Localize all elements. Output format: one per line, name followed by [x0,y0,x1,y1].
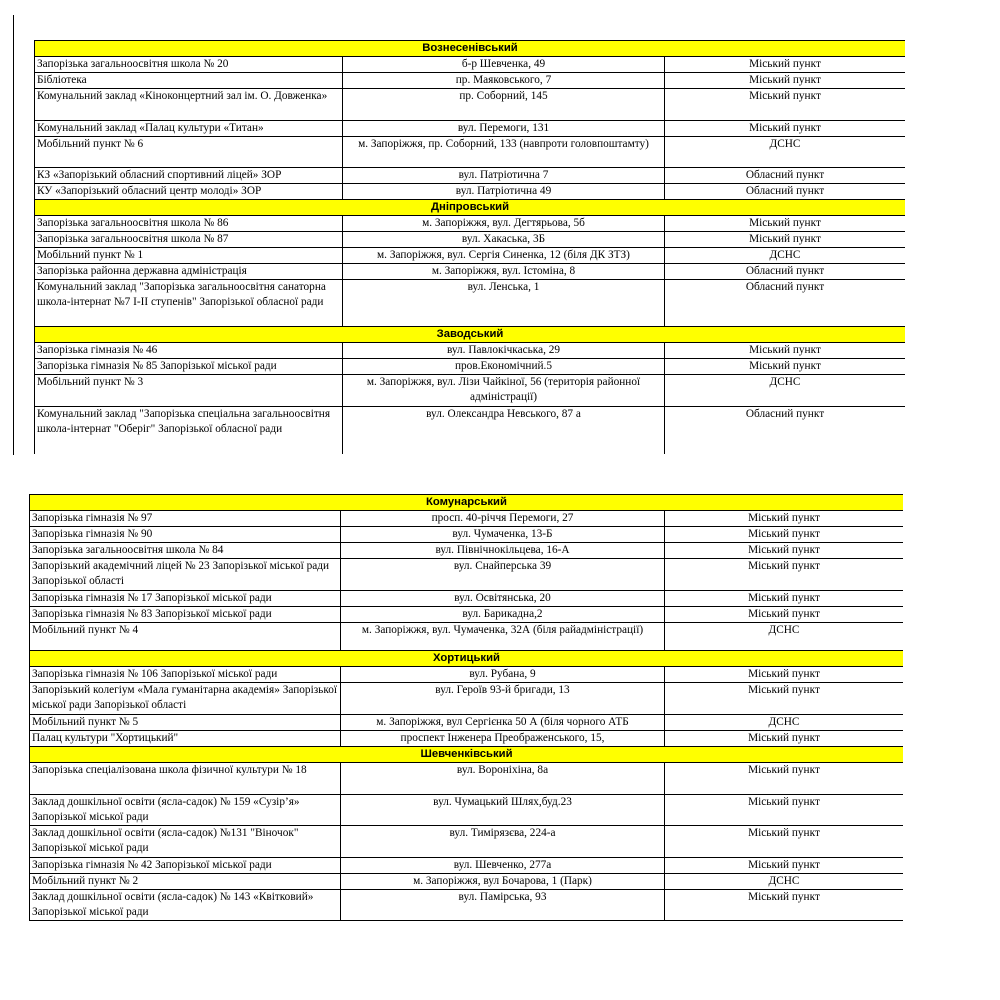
table-row [30,511,904,527]
address-cell: пров.Економічний.5 [343,359,665,375]
point-type-cell: Міський пункт [665,57,906,73]
address-cell: пр. Маяковського, 7 [343,73,665,89]
point-type-cell: Обласний пункт [665,407,906,455]
table-row [30,874,904,890]
institution-name-cell: Запорізька районна державна адміністрація [35,264,343,280]
section-header-row [30,651,904,667]
district-header: Шевченківський [30,747,904,763]
point-type-cell: Міський пункт [665,232,906,248]
address-cell: м. Запоріжжя, вул Сергієнка 50 А (біля чорного АТБ [341,715,665,731]
address-cell: вул. Перемоги, 131 [343,121,665,137]
address-cell: вул. Тимірязєва, 224-а [341,826,665,858]
institution-name-cell: Запорізька гімназія № 46 [35,343,343,359]
table-row [30,826,904,858]
table-row [35,359,906,375]
address-cell: вул. Чумацький Шлях,буд.23 [341,795,665,826]
institution-name-cell: Запорізька загальноосвітня школа № 20 [35,57,343,73]
table-row [35,121,906,137]
institution-name-cell: Мобільний пункт № 1 [35,248,343,264]
address-cell: м. Запоріжжя, вул. Істоміна, 8 [343,264,665,280]
polling-points-table-1 [34,40,905,454]
table-row [35,280,906,327]
point-type-cell: Міський пункт [665,795,904,826]
point-type-cell: Міський пункт [665,890,904,921]
address-cell: м. Запоріжжя, вул. Чумаченка, 32А (біля райадміністрації) [341,623,665,651]
table-row [30,559,904,591]
point-type-cell: Міський пункт [665,73,906,89]
address-cell: вул. Снайперська 39 [341,559,665,591]
address-cell: вул. Вороніхіна, 8а [341,763,665,795]
point-type-cell: Обласний пункт [665,168,906,184]
district-header: Заводський [35,327,906,343]
point-type-cell: ДСНС [665,874,904,890]
institution-name-cell: Комунальний заклад "Запорізька спеціальна загальноосвітня школа-інтернат "Оберіг" Запорізької обласної ради [35,407,343,455]
table-row [30,683,904,715]
point-type-cell: Обласний пункт [665,280,906,327]
table-row [35,264,906,280]
table-row [35,89,906,121]
point-type-cell: Обласний пункт [665,184,906,200]
table-row [35,375,906,407]
table-row [30,667,904,683]
institution-name-cell: Запорізька гімназія № 83 Запорізької міської ради [30,607,341,623]
address-cell: б-р Шевченка, 49 [343,57,665,73]
address-cell: вул. Олександра Невського, 87 а [343,407,665,455]
institution-name-cell: Комунальний заклад «Кіноконцертний зал ім. О. Довженка» [35,89,343,121]
address-cell: м. Запоріжжя, вул Бочарова, 1 (Парк) [341,874,665,890]
district-header: Комунарський [30,495,904,511]
table-row [30,715,904,731]
section-header-row [30,747,904,763]
address-cell: вул. Шевченко, 277а [341,858,665,874]
institution-name-cell: Запорізька загальноосвітня школа № 84 [30,543,341,559]
point-type-cell: Міський пункт [665,543,904,559]
address-cell: м. Запоріжжя, пр. Соборний, 133 (навпроти головпоштамту) [343,137,665,168]
institution-name-cell: Запорізький академічний ліцей № 23 Запорізької міської ради Запорізької області [30,559,341,591]
address-cell: вул. Павлокічкаська, 29 [343,343,665,359]
table-row [35,73,906,89]
table-row [35,184,906,200]
institution-name-cell: КЗ «Запорізький обласний спортивний ліцей» ЗОР [35,168,343,184]
table-row [30,607,904,623]
point-type-cell: ДСНС [665,715,904,731]
table-row [35,343,906,359]
address-cell: м. Запоріжжя, вул. Лізи Чайкіної, 56 (територія районної адміністрації) [343,375,665,407]
point-type-cell: Міський пункт [665,343,906,359]
address-cell: вул. Барикадна,2 [341,607,665,623]
institution-name-cell: Запорізька гімназія № 90 [30,527,341,543]
table-row [35,168,906,184]
district-header: Вознесенівський [35,41,906,57]
point-type-cell: Міський пункт [665,559,904,591]
table-row [30,623,904,651]
institution-name-cell: Мобільний пункт № 4 [30,623,341,651]
institution-name-cell: Заклад дошкільної освіти (ясла-садок) № 143 «Квітковий» Запорізької міської ради [30,890,341,921]
institution-name-cell: Запорізька гімназія № 85 Запорізької міської ради [35,359,343,375]
section-header-row [35,200,906,216]
institution-name-cell: Запорізька гімназія № 97 [30,511,341,527]
address-cell: вул. Героїв 93-й бригади, 13 [341,683,665,715]
section-header-row [35,327,906,343]
table-row [30,543,904,559]
table-row [30,763,904,795]
point-type-cell: Міський пункт [665,359,906,375]
table-row [30,795,904,826]
table-row [35,248,906,264]
point-type-cell: Міський пункт [665,607,904,623]
address-cell: вул. Патріотична 7 [343,168,665,184]
address-cell: вул. Памірська, 93 [341,890,665,921]
institution-name-cell: Палац культури "Хортицький" [30,731,341,747]
point-type-cell: Міський пункт [665,763,904,795]
table-row [30,890,904,921]
document-page-1 [34,40,905,454]
table-row [35,232,906,248]
page-margin-line [13,15,14,455]
point-type-cell: Міський пункт [665,591,904,607]
address-cell: проспект Інженера Преображенського, 15, [341,731,665,747]
document-page-2 [29,494,903,926]
point-type-cell: Міський пункт [665,667,904,683]
address-cell: просп. 40-річчя Перемоги, 27 [341,511,665,527]
district-header: Дніпровський [35,200,906,216]
section-header-row [30,495,904,511]
institution-name-cell: Мобільний пункт № 6 [35,137,343,168]
institution-name-cell: Заклад дошкільної освіти (ясла-садок) № 159 «Сузір’я» Запорізької міської ради [30,795,341,826]
institution-name-cell: КУ «Запорізький обласний центр молоді» ЗОР [35,184,343,200]
table-row [30,731,904,747]
address-cell: вул. Північнокільцева, 16-А [341,543,665,559]
institution-name-cell: Запорізька спеціалізована школа фізичної культури № 18 [30,763,341,795]
table-row [35,57,906,73]
address-cell: вул. Хакаська, 3Б [343,232,665,248]
address-cell: вул. Патріотична 49 [343,184,665,200]
address-cell: вул. Чумаченка, 13-Б [341,527,665,543]
table-row [30,858,904,874]
institution-name-cell: Запорізька гімназія № 106 Запорізької міської ради [30,667,341,683]
district-header: Хортицький [30,651,904,667]
institution-name-cell: Запорізька гімназія № 17 Запорізької міської ради [30,591,341,607]
institution-name-cell: Запорізька загальноосвітня школа № 87 [35,232,343,248]
institution-name-cell: Запорізький колегіум «Мала гуманітарна академія» Запорізької міської ради Запорізької області [30,683,341,715]
address-cell: вул. Ленська, 1 [343,280,665,327]
point-type-cell: ДСНС [665,137,906,168]
address-cell: м. Запоріжжя, вул. Дегтярьова, 5б [343,216,665,232]
point-type-cell: Міський пункт [665,858,904,874]
point-type-cell: ДСНС [665,248,906,264]
point-type-cell: ДСНС [665,623,904,651]
section-header-row [35,41,906,57]
institution-name-cell: Бібліотека [35,73,343,89]
point-type-cell: ДСНС [665,375,906,407]
address-cell: м. Запоріжжя, вул. Сергія Синенка, 12 (біля ДК ЗТЗ) [343,248,665,264]
point-type-cell: Міський пункт [665,511,904,527]
polling-points-table-2 [29,494,903,921]
institution-name-cell: Комунальний заклад «Палац культури «Титан» [35,121,343,137]
institution-name-cell: Мобільний пункт № 5 [30,715,341,731]
table-row [30,527,904,543]
address-cell: пр. Соборний, 145 [343,89,665,121]
point-type-cell: Міський пункт [665,121,906,137]
table-row [35,407,906,455]
point-type-cell: Міський пункт [665,89,906,121]
institution-name-cell: Запорізька гімназія № 42 Запорізької міської ради [30,858,341,874]
point-type-cell: Міський пункт [665,527,904,543]
institution-name-cell: Мобільний пункт № 3 [35,375,343,407]
table-row [30,591,904,607]
institution-name-cell: Заклад дошкільної освіти (ясла-садок) №131 "Віночок" Запорізької міської ради [30,826,341,858]
point-type-cell: Міський пункт [665,683,904,715]
institution-name-cell: Мобільний пункт № 2 [30,874,341,890]
point-type-cell: Міський пункт [665,731,904,747]
address-cell: вул. Освітянська, 20 [341,591,665,607]
point-type-cell: Міський пункт [665,826,904,858]
table-row [35,216,906,232]
point-type-cell: Міський пункт [665,216,906,232]
institution-name-cell: Комунальний заклад "Запорізька загальноосвітня санаторна школа-інтернат №7 І-ІІ ступенів" Запорізької обласної ради [35,280,343,327]
address-cell: вул. Рубана, 9 [341,667,665,683]
point-type-cell: Обласний пункт [665,264,906,280]
institution-name-cell: Запорізька загальноосвітня школа № 86 [35,216,343,232]
table-row [35,137,906,168]
